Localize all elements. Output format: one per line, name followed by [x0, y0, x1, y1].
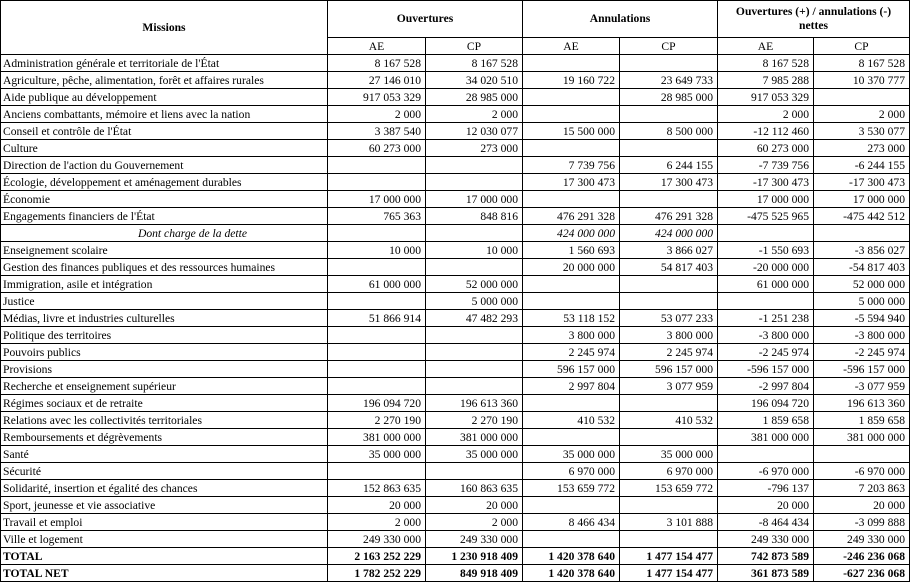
cell-a-ae	[523, 106, 620, 123]
cell-o-ae: 35 000 000	[328, 446, 426, 463]
cell-a-cp	[620, 276, 718, 293]
cell-a-ae: 424 000 000	[523, 225, 620, 242]
cell-n-cp: 249 330 000	[814, 531, 910, 548]
cell-n-cp: -3 800 000	[814, 327, 910, 344]
mission-name: Régimes sociaux et de retraite	[1, 395, 328, 412]
mission-name: Recherche et enseignement supérieur	[1, 378, 328, 395]
mission-name: Conseil et contrôle de l'État	[1, 123, 328, 140]
cell-a-ae	[523, 293, 620, 310]
cell-n-cp	[814, 89, 910, 106]
total-row	[1, 548, 910, 565]
table-row	[1, 191, 910, 208]
cell-o-ae	[328, 463, 426, 480]
cell-o-ae: 917 053 329	[328, 89, 426, 106]
cell-o-ae: 8 167 528	[328, 55, 426, 72]
annulations-ae-header: AE	[523, 38, 620, 55]
cell-o-ae	[328, 361, 426, 378]
mission-name: Économie	[1, 191, 328, 208]
mission-name: Aide publique au développement	[1, 89, 328, 106]
table-row	[1, 310, 910, 327]
table-row	[1, 514, 910, 531]
cell-o-cp	[426, 344, 523, 361]
cell-a-cp: 54 817 403	[620, 259, 718, 276]
cell-n-ae: -6 970 000	[718, 463, 814, 480]
mission-name: Justice	[1, 293, 328, 310]
cell-n-cp: -2 245 974	[814, 344, 910, 361]
cell-o-ae: 249 330 000	[328, 531, 426, 548]
table-row	[1, 327, 910, 344]
cell-n-cp: -596 157 000	[814, 361, 910, 378]
cell-n-ae: -20 000 000	[718, 259, 814, 276]
cell-n-ae: -2 245 974	[718, 344, 814, 361]
cell-a-ae: 17 300 473	[523, 174, 620, 191]
table-row	[1, 293, 910, 310]
cell-n-ae: -1 550 693	[718, 242, 814, 259]
cell-n-cp: 7 203 863	[814, 480, 910, 497]
cell-a-cp: 3 800 000	[620, 327, 718, 344]
cell-n-ae: 61 000 000	[718, 276, 814, 293]
cell-n-cp: -5 594 940	[814, 310, 910, 327]
cell-a-cp: 3 101 888	[620, 514, 718, 531]
cell-o-cp: 2 000	[426, 106, 523, 123]
cell-o-cp: 10 000	[426, 242, 523, 259]
table-row	[1, 89, 910, 106]
nettes-ae-header: AE	[718, 38, 814, 55]
cell-n-cp: 3 530 077	[814, 123, 910, 140]
cell-n-cp: 8 167 528	[814, 55, 910, 72]
cell-a-ae	[523, 395, 620, 412]
mission-name: Sport, jeunesse et vie associative	[1, 497, 328, 514]
cell-o-cp: 249 330 000	[426, 531, 523, 548]
table-row	[1, 531, 910, 548]
cell-o-ae: 196 094 720	[328, 395, 426, 412]
cell-o-ae: 765 363	[328, 208, 426, 225]
table-row	[1, 174, 910, 191]
cell-a-ae	[523, 55, 620, 72]
table-row	[1, 72, 910, 89]
table-row	[1, 480, 910, 497]
cell-o-ae	[328, 378, 426, 395]
cell-a-ae: 20 000 000	[523, 259, 620, 276]
cell-n-cp: 273 000	[814, 140, 910, 157]
cell-o-ae: 10 000	[328, 242, 426, 259]
cell-n-ae: 361 873 589	[718, 565, 814, 582]
annulations-header: Annulations	[523, 1, 718, 38]
cell-a-ae: 1 560 693	[523, 242, 620, 259]
cell-n-cp	[814, 446, 910, 463]
cell-a-ae	[523, 191, 620, 208]
cell-o-cp	[426, 378, 523, 395]
table-row	[1, 242, 910, 259]
table-row	[1, 395, 910, 412]
cell-a-cp: 410 532	[620, 412, 718, 429]
mission-name: Solidarité, insertion et égalité des chances	[1, 480, 328, 497]
cell-n-cp: -3 099 888	[814, 514, 910, 531]
cell-o-cp	[426, 174, 523, 191]
cell-a-cp	[620, 191, 718, 208]
cell-o-cp: 2 000	[426, 514, 523, 531]
cell-n-cp: 2 000	[814, 106, 910, 123]
cell-a-ae: 53 118 152	[523, 310, 620, 327]
cell-o-ae: 20 000	[328, 497, 426, 514]
cell-o-ae	[328, 174, 426, 191]
cell-a-cp: 1 477 154 477	[620, 565, 718, 582]
cell-n-cp: 196 613 360	[814, 395, 910, 412]
table-body	[1, 55, 910, 582]
cell-o-ae: 2 000	[328, 106, 426, 123]
cell-a-ae	[523, 140, 620, 157]
cell-n-ae	[718, 446, 814, 463]
table-row	[1, 497, 910, 514]
mission-name: Pouvoirs publics	[1, 344, 328, 361]
cell-a-ae	[523, 531, 620, 548]
mission-name: Ville et logement	[1, 531, 328, 548]
cell-n-ae: -12 112 460	[718, 123, 814, 140]
cell-o-cp: 849 918 409	[426, 565, 523, 582]
cell-n-ae: -796 137	[718, 480, 814, 497]
cell-a-cp: 596 157 000	[620, 361, 718, 378]
cell-o-cp	[426, 327, 523, 344]
mission-name: Immigration, asile et intégration	[1, 276, 328, 293]
cell-a-ae	[523, 429, 620, 446]
cell-a-ae	[523, 497, 620, 514]
cell-o-ae	[328, 327, 426, 344]
mission-name: TOTAL NET	[1, 565, 328, 582]
cell-o-ae: 381 000 000	[328, 429, 426, 446]
table-row	[1, 106, 910, 123]
nettes-cp-header: CP	[814, 38, 910, 55]
cell-n-ae: 20 000	[718, 497, 814, 514]
cell-o-cp: 196 613 360	[426, 395, 523, 412]
cell-n-ae: 7 985 288	[718, 72, 814, 89]
table-row	[1, 259, 910, 276]
cell-a-ae: 476 291 328	[523, 208, 620, 225]
cell-n-cp: -3 856 027	[814, 242, 910, 259]
cell-n-cp: -54 817 403	[814, 259, 910, 276]
cell-o-cp: 52 000 000	[426, 276, 523, 293]
cell-a-ae: 596 157 000	[523, 361, 620, 378]
table-row	[1, 123, 910, 140]
cell-a-cp: 3 866 027	[620, 242, 718, 259]
cell-o-ae: 61 000 000	[328, 276, 426, 293]
cell-a-ae	[523, 89, 620, 106]
cell-n-cp: 381 000 000	[814, 429, 910, 446]
annulations-cp-header: CP	[620, 38, 718, 55]
cell-n-ae: 1 859 658	[718, 412, 814, 429]
mission-name: Culture	[1, 140, 328, 157]
mission-name: Sécurité	[1, 463, 328, 480]
cell-a-cp: 153 659 772	[620, 480, 718, 497]
table-row	[1, 344, 910, 361]
cell-o-cp	[426, 463, 523, 480]
cell-n-ae: -596 157 000	[718, 361, 814, 378]
cell-n-cp: -246 236 068	[814, 548, 910, 565]
mission-name: Agriculture, pêche, alimentation, forêt et affaires rurales	[1, 72, 328, 89]
cell-o-cp: 8 167 528	[426, 55, 523, 72]
cell-n-ae: -475 525 965	[718, 208, 814, 225]
cell-n-ae: 17 000 000	[718, 191, 814, 208]
cell-o-cp: 2 270 190	[426, 412, 523, 429]
cell-o-ae: 2 000	[328, 514, 426, 531]
cell-a-ae: 1 420 378 640	[523, 565, 620, 582]
cell-a-ae: 2 245 974	[523, 344, 620, 361]
ouvertures-header: Ouvertures	[328, 1, 523, 38]
mission-name: Provisions	[1, 361, 328, 378]
cell-n-ae: 2 000	[718, 106, 814, 123]
cell-a-cp: 8 500 000	[620, 123, 718, 140]
ouvertures-cp-header: CP	[426, 38, 523, 55]
cell-o-cp	[426, 361, 523, 378]
cell-n-cp: 10 370 777	[814, 72, 910, 89]
cell-n-cp: 17 000 000	[814, 191, 910, 208]
cell-n-cp	[814, 225, 910, 242]
cell-a-cp: 53 077 233	[620, 310, 718, 327]
cell-o-cp	[426, 157, 523, 174]
mission-name: Relations avec les collectivités territoriales	[1, 412, 328, 429]
cell-n-ae: -3 800 000	[718, 327, 814, 344]
cell-o-ae: 27 146 010	[328, 72, 426, 89]
cell-a-cp: 6 970 000	[620, 463, 718, 480]
cell-n-ae	[718, 293, 814, 310]
cell-o-ae	[328, 157, 426, 174]
cell-a-ae	[523, 276, 620, 293]
cell-o-cp: 17 000 000	[426, 191, 523, 208]
cell-o-cp: 35 000 000	[426, 446, 523, 463]
cell-o-ae: 2 163 252 229	[328, 548, 426, 565]
cell-a-cp	[620, 531, 718, 548]
cell-n-cp: 52 000 000	[814, 276, 910, 293]
cell-a-cp: 2 245 974	[620, 344, 718, 361]
cell-n-cp: -3 077 959	[814, 378, 910, 395]
cell-o-cp: 160 863 635	[426, 480, 523, 497]
cell-n-cp: -6 970 000	[814, 463, 910, 480]
table-row	[1, 208, 910, 225]
table-row	[1, 378, 910, 395]
cell-n-ae: -2 997 804	[718, 378, 814, 395]
table-row	[1, 463, 910, 480]
mission-name: Travail et emploi	[1, 514, 328, 531]
cell-o-cp: 273 000	[426, 140, 523, 157]
cell-n-ae: 8 167 528	[718, 55, 814, 72]
cell-o-ae	[328, 293, 426, 310]
table-row	[1, 276, 910, 293]
cell-n-ae: -1 251 238	[718, 310, 814, 327]
ouvertures-ae-header: AE	[328, 38, 426, 55]
nettes-header: Ouvertures (+) / annulations (-) nettes	[718, 1, 910, 38]
cell-o-cp	[426, 259, 523, 276]
cell-a-ae: 7 739 756	[523, 157, 620, 174]
cell-n-cp: 20 000	[814, 497, 910, 514]
cell-n-ae: 249 330 000	[718, 531, 814, 548]
cell-a-cp	[620, 55, 718, 72]
mission-name: Politique des territoires	[1, 327, 328, 344]
cell-n-ae: 742 873 589	[718, 548, 814, 565]
cell-a-cp: 23 649 733	[620, 72, 718, 89]
cell-n-cp: 5 000 000	[814, 293, 910, 310]
cell-o-ae: 60 273 000	[328, 140, 426, 157]
cell-n-cp: 1 859 658	[814, 412, 910, 429]
cell-a-cp: 28 985 000	[620, 89, 718, 106]
cell-o-ae: 17 000 000	[328, 191, 426, 208]
cell-a-cp: 35 000 000	[620, 446, 718, 463]
mission-name: Enseignement scolaire	[1, 242, 328, 259]
cell-o-cp: 34 020 510	[426, 72, 523, 89]
cell-o-cp: 28 985 000	[426, 89, 523, 106]
cell-o-ae	[328, 259, 426, 276]
cell-a-cp: 3 077 959	[620, 378, 718, 395]
cell-o-cp: 47 482 293	[426, 310, 523, 327]
table-row	[1, 361, 910, 378]
cell-n-cp: -6 244 155	[814, 157, 910, 174]
cell-a-ae: 19 160 722	[523, 72, 620, 89]
mission-name: Direction de l'action du Gouvernement	[1, 157, 328, 174]
table-row	[1, 429, 910, 446]
cell-o-ae: 1 782 252 229	[328, 565, 426, 582]
cell-n-cp: -17 300 473	[814, 174, 910, 191]
cell-a-cp: 476 291 328	[620, 208, 718, 225]
cell-n-ae: 381 000 000	[718, 429, 814, 446]
cell-a-cp: 1 477 154 477	[620, 548, 718, 565]
cell-n-ae: -7 739 756	[718, 157, 814, 174]
cell-n-cp: -475 442 512	[814, 208, 910, 225]
cell-a-ae: 15 500 000	[523, 123, 620, 140]
cell-a-cp	[620, 429, 718, 446]
cell-o-ae: 152 863 635	[328, 480, 426, 497]
mission-name: TOTAL	[1, 548, 328, 565]
cell-o-cp: 20 000	[426, 497, 523, 514]
mission-name: Santé	[1, 446, 328, 463]
mission-name: Écologie, développement et aménagement durables	[1, 174, 328, 191]
table-row	[1, 446, 910, 463]
cell-o-ae	[328, 344, 426, 361]
cell-a-ae: 2 997 804	[523, 378, 620, 395]
cell-a-ae: 35 000 000	[523, 446, 620, 463]
mission-name: Médias, livre et industries culturelles	[1, 310, 328, 327]
table-row	[1, 157, 910, 174]
cell-o-cp: 848 816	[426, 208, 523, 225]
total-row	[1, 565, 910, 582]
cell-o-ae: 3 387 540	[328, 123, 426, 140]
table-row	[1, 55, 910, 72]
cell-n-ae: -17 300 473	[718, 174, 814, 191]
cell-o-cp: 1 230 918 409	[426, 548, 523, 565]
cell-o-cp	[426, 225, 523, 242]
cell-o-ae: 2 270 190	[328, 412, 426, 429]
cell-o-cp: 5 000 000	[426, 293, 523, 310]
cell-n-ae: 60 273 000	[718, 140, 814, 157]
cell-n-ae: 917 053 329	[718, 89, 814, 106]
mission-name: Gestion des finances publiques et des ressources humaines	[1, 259, 328, 276]
cell-a-cp	[620, 293, 718, 310]
cell-a-cp: 17 300 473	[620, 174, 718, 191]
cell-a-ae: 410 532	[523, 412, 620, 429]
table-row	[1, 412, 910, 429]
cell-a-cp: 424 000 000	[620, 225, 718, 242]
mission-name: Remboursements et dégrèvements	[1, 429, 328, 446]
cell-n-ae: 196 094 720	[718, 395, 814, 412]
cell-n-ae	[718, 225, 814, 242]
cell-a-ae: 153 659 772	[523, 480, 620, 497]
cell-a-cp	[620, 497, 718, 514]
cell-o-cp: 12 030 077	[426, 123, 523, 140]
cell-n-ae: -8 464 434	[718, 514, 814, 531]
cell-a-cp	[620, 106, 718, 123]
cell-a-cp	[620, 395, 718, 412]
mission-name: Dont charge de la dette	[1, 225, 328, 242]
subtotal-row	[1, 225, 910, 242]
cell-n-cp: -627 236 068	[814, 565, 910, 582]
mission-name: Engagements financiers de l'État	[1, 208, 328, 225]
cell-a-cp	[620, 140, 718, 157]
cell-o-ae	[328, 225, 426, 242]
cell-o-ae: 51 866 914	[328, 310, 426, 327]
table-row	[1, 140, 910, 157]
mission-name: Anciens combattants, mémoire et liens avec la nation	[1, 106, 328, 123]
mission-name: Administration générale et territoriale de l'État	[1, 55, 328, 72]
cell-a-ae: 1 420 378 640	[523, 548, 620, 565]
cell-a-ae: 6 970 000	[523, 463, 620, 480]
cell-a-ae: 8 466 434	[523, 514, 620, 531]
missions-header: Missions	[1, 1, 328, 55]
cell-a-cp: 6 244 155	[620, 157, 718, 174]
cell-a-ae: 3 800 000	[523, 327, 620, 344]
cell-o-cp: 381 000 000	[426, 429, 523, 446]
